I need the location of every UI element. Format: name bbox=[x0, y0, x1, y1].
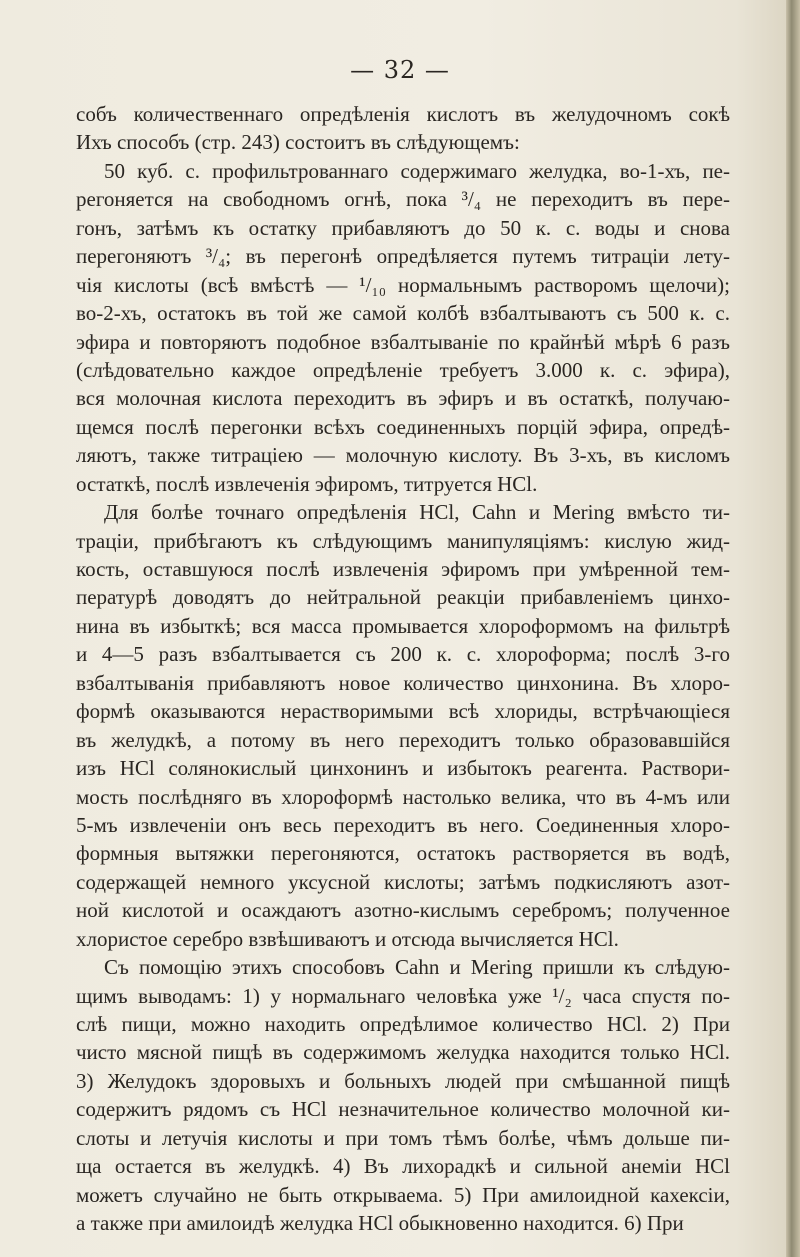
text-line: во-2-хъ, остатокъ въ той же самой колбѣ взбалтываютъ съ 500 к. с. bbox=[76, 301, 730, 326]
text-line: эфира и повторяютъ подобное взбалтываніе по крайнѣй мѣрѣ 6 разъ bbox=[76, 329, 730, 354]
text-line: щимъ выводамъ: 1) у нормальнаго человѣка уже ¹/₂ часа спустя по- bbox=[76, 983, 730, 1008]
text-line: нина въ избыткѣ; вся масса промывается хлороформомъ на фильтрѣ bbox=[76, 613, 730, 638]
text-line: можетъ случайно не быть открываема. 5) При амилоидной кахексіи, bbox=[76, 1182, 730, 1207]
text-line: чія кислоты (всѣ вмѣстѣ — ¹/₁₀ нормальнымъ растворомъ щелочи); bbox=[76, 272, 730, 297]
text-line: траціи, прибѣгаютъ къ слѣдующимъ манипуляціямъ: кислую жид- bbox=[76, 528, 730, 553]
page-edge-shadow bbox=[786, 0, 800, 1257]
text-line: кость, оставшуюся послѣ извлеченія эфиромъ при умѣренной тем- bbox=[76, 557, 730, 581]
text-line: формныя вытяжки перегоняются, остатокъ растворяется въ водѣ, bbox=[76, 841, 730, 866]
text-line: вся молочная кислота переходитъ въ эфиръ и въ остаткѣ, получаю- bbox=[76, 386, 730, 411]
page-number: — 32 — bbox=[350, 56, 450, 84]
text-line: изъ HCl солянокислый цинхонинъ и избытокъ реагента. Раствори- bbox=[76, 756, 730, 781]
text-line: щемся послѣ перегонки всѣхъ соединенныхъ порцій эфира, опредѣ- bbox=[76, 414, 730, 439]
text-line: (слѣдовательно каждое опредѣленіе требуетъ 3.000 к. с. эфира), bbox=[76, 357, 730, 382]
text-line: Для болѣе точнаго опредѣленія HCl, Cahn и Mering вмѣсто ти- bbox=[104, 500, 730, 525]
text-line: въ желудкѣ, а потому въ него переходитъ только образовавшійся bbox=[76, 727, 730, 752]
body-text bbox=[76, 100, 730, 1238]
text-line: регоняется на свободномъ огнѣ, пока ³/₄ не переходитъ въ пере- bbox=[76, 187, 730, 212]
text-line: взбалтыванія прибавляютъ новое количество цинхонина. Въ хлоро- bbox=[76, 670, 730, 695]
text-line: 50 куб. с. профильтрованнаго содержимаго желудка, во-1-хъ, пе- bbox=[104, 158, 730, 183]
text-line: формѣ оказываются нерастворимыми всѣ хлориды, встрѣчающіеся bbox=[76, 699, 730, 724]
text-line: чисто мясной пищѣ въ содержимомъ желудка находится только HCl. bbox=[76, 1040, 730, 1065]
text-line: ляютъ, также титраціею — молочную кислоту. Въ 3-хъ, въ кисломъ bbox=[76, 443, 730, 468]
text-line: остаткѣ, послѣ извлеченія эфиромъ, титруется HCl. bbox=[76, 471, 538, 496]
text-line: ной кислотой и осаждаютъ азотно-кислымъ серебромъ; полученное bbox=[76, 898, 730, 923]
text-line: слѣ пищи, можно находить опредѣлимое количество HCl. 2) При bbox=[76, 1012, 730, 1036]
text-line: и 4—5 разъ взбалтывается съ 200 к. с. хлороформа; послѣ 3-го bbox=[76, 642, 730, 667]
text-line: 3) Желудокъ здоровыхъ и больныхъ людей при смѣшанной пищѣ bbox=[76, 1068, 730, 1093]
text-line: а также при амилоидѣ желудка HCl обыкновенно находится. 6) При bbox=[76, 1211, 684, 1236]
text-line: ща остается въ желудкѣ. 4) Въ лихорадкѣ и сильной анеміи HCl bbox=[76, 1154, 730, 1179]
text-line: Съ помощію этихъ способовъ Cahn и Mering пришли къ слѣдую- bbox=[104, 955, 730, 980]
text-line: собъ количественнаго опредѣленія кислотъ въ желудочномъ сокѣ bbox=[76, 102, 730, 126]
text-line: Ихъ способъ (стр. 243) состоитъ въ слѣдующемъ: bbox=[76, 130, 520, 155]
text-line: мость послѣдняго въ хлороформѣ настолько велика, что въ 4-мъ или bbox=[76, 784, 730, 809]
text-line: 5-мъ извлеченіи онъ весь переходитъ въ него. Соединенныя хлоро- bbox=[76, 812, 730, 837]
text-line: содержитъ рядомъ съ HCl незначительное количество молочной ки- bbox=[76, 1097, 730, 1122]
text-line: пературѣ доводятъ до нейтральной реакціи прибавленіемъ цинхо- bbox=[76, 585, 730, 610]
text-line: слоты и летучія кислоты и при томъ тѣмъ болѣе, чѣмъ дольше пи- bbox=[76, 1125, 730, 1150]
text-line: хлористое серебро взвѣшиваютъ и отсюда вычисляется HCl. bbox=[76, 926, 619, 951]
text-line: гонъ, затѣмъ къ остатку прибавляютъ до 50 к. с. воды и снова bbox=[76, 215, 730, 240]
text-line: перегоняютъ ³/₄; въ перегонѣ опредѣляется путемъ титраціи лету- bbox=[76, 244, 730, 269]
text-line: содержащей немного уксусной кислоты; затѣмъ подкисляютъ азот- bbox=[76, 869, 730, 894]
